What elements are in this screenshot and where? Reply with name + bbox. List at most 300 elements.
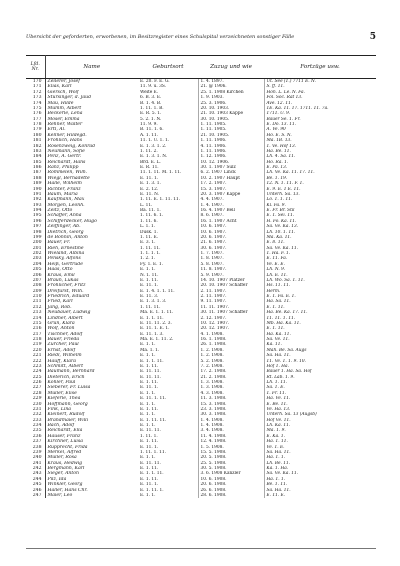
row-name: Mumm, Albert <box>47 105 82 111</box>
row-birthplace: 6. B. 3. E. <box>138 95 198 100</box>
row-name: Neumann, Sofie <box>47 148 85 154</box>
row-move-in: 1. 7. 1907. <box>198 251 264 256</box>
row-move-in: 1. 11. 1905. <box>198 127 264 132</box>
row-birthplace: E. 3. 1. <box>138 240 198 245</box>
row-move-in: 21. 10. 1903 Kappe <box>198 111 264 116</box>
row-number: 215 <box>26 321 45 326</box>
row-number: 211 <box>26 299 45 304</box>
row-departures: Ho. E. S. N. <box>266 132 292 138</box>
row-departures: Ha. Be. 11. <box>266 148 291 154</box>
row-name: Jang, Rob. <box>47 304 72 310</box>
row-departures: Hs. 11. 11. <box>266 283 291 289</box>
row-birthplace: E. 1. 1. <box>138 353 198 358</box>
row-number: 221 <box>26 353 45 358</box>
row-move-in: 30. 10. 1905. <box>198 117 264 122</box>
row-move-in: 1. 9. 1903. <box>198 95 264 100</box>
row-departures: 1711. U. 9. <box>266 111 291 117</box>
row-birthplace: E. 11. 11. 2. 3. <box>138 321 198 326</box>
row-name: Kaufmann, Max <box>47 197 85 203</box>
row-number: 219 <box>26 342 45 347</box>
row-birthplace: E. 1. 11. <box>138 439 198 444</box>
row-departures: Fol. Soc. Rat 13. <box>266 95 303 101</box>
row-move-in: 1. 4. 1908. <box>198 418 264 423</box>
row-move-in: 2. 11. 1907. <box>198 294 264 299</box>
row-move-in: 2. 11. 1907. <box>198 289 264 294</box>
row-number: 214 <box>26 316 45 321</box>
row-departures: Ve. 1. E. <box>266 444 285 450</box>
row-birthplace: E. 11. 11. <box>138 428 198 433</box>
row-name: Ertl, Al. <box>47 127 66 133</box>
row-departures: Sa. Ve. Ka. 13. <box>266 224 299 230</box>
row-number: 239 <box>26 450 45 455</box>
row-departures: 1. Fr. 11. <box>266 390 287 396</box>
row-name: Maier, Leo <box>47 492 73 498</box>
row-departures: Hon. L. Le. N. Fa. <box>266 89 305 95</box>
row-departures: Ka. 1. Ha. <box>266 466 289 471</box>
row-birthplace: B. 11. 1. 6. <box>138 127 198 132</box>
row-birthplace: E. 1. 11. <box>138 278 198 283</box>
row-number: 199 <box>26 235 45 240</box>
row-departures: E. 1. 11. <box>266 326 285 332</box>
row-birthplace: E. 20. F. E. G. <box>138 79 198 85</box>
row-departures: Be. 1. 11. <box>266 482 288 488</box>
row-move-in: 9. 11. 1907. <box>198 299 264 304</box>
row-move-in: 3. 4. 1908. <box>198 428 264 433</box>
row-number: 227 <box>26 385 45 390</box>
row-move-in: 30. 3. 1908. <box>198 412 264 417</box>
row-departures: E. Do. 13. 11. <box>266 122 297 127</box>
row-birthplace: 1. 11. 1. 11. <box>138 450 198 455</box>
row-departures: Lh. 4. Sa. 11. <box>266 154 296 160</box>
row-name: Winkler, Georg <box>47 482 83 488</box>
row-move-in: 1. 12. 1906. <box>198 154 264 159</box>
table-body <box>26 79 376 499</box>
row-move-in: 30. 6. 1907. <box>198 246 264 251</box>
row-move-in: 6. 2. 1907 Linck <box>198 170 264 175</box>
row-name: Hauser, Franz <box>47 433 81 439</box>
row-number: 216 <box>26 326 45 331</box>
row-departures: Ha. Ve. 11. <box>266 396 291 402</box>
row-birthplace: E. 11. 1. 3. <box>138 332 198 337</box>
row-number: 246 <box>26 488 45 493</box>
row-name: Moser, Emma <box>47 116 80 122</box>
row-birthplace: E. 11. 1. 11. <box>138 396 198 401</box>
row-birthplace: E. 11. 3. <box>138 294 198 299</box>
col-header-departures: Fortzüge usw. <box>264 56 376 79</box>
row-move-in: 11. 3. 1908. <box>198 396 264 401</box>
row-birthplace: N. 1. 11. <box>138 273 198 278</box>
row-number: 244 <box>26 477 45 482</box>
row-birthplace: E. 1. 1. <box>138 342 198 347</box>
row-departures: Lh. Ka. 11. <box>266 423 291 428</box>
row-name: Wiegl, Bernadette <box>47 175 90 181</box>
row-name: Mau, Hilde <box>47 100 74 106</box>
row-number: 222 <box>26 359 45 364</box>
row-birthplace: E. 1. 11. <box>138 364 198 369</box>
row-name: Baumann, Bernhard <box>47 369 95 375</box>
row-number: 226 <box>26 380 45 385</box>
row-name: Hauff, Klara <box>47 358 76 364</box>
row-move-in: 4. 1. 1908. <box>198 332 264 337</box>
row-birthplace: E. 1. 1. <box>138 412 198 417</box>
row-number: 223 <box>26 364 45 369</box>
row-birthplace: Fy. 1. E. 1. <box>138 262 198 267</box>
row-number: 207 <box>26 278 45 283</box>
row-move-in: 21. 2. 1908. <box>198 375 264 380</box>
row-move-in: 1. 3. 1908. <box>198 385 264 390</box>
row-birthplace: E. 11. 11. <box>138 461 198 466</box>
row-name: Beckerle, Lena <box>47 111 83 117</box>
row-birthplace: E. 1. 1. 11. <box>138 359 198 364</box>
row-number: 204 <box>26 262 45 267</box>
row-birthplace: 11. 1. 11. M. 1. 11. <box>138 170 198 175</box>
row-move-in: 21. 6. 1907. <box>198 240 264 245</box>
row-move-in: 10. 12. 1906. <box>198 160 264 165</box>
row-name: Brandmaier, Willi <box>47 417 89 423</box>
row-number: 202 <box>26 251 45 256</box>
row-move-in: 28. 6. 1908. <box>198 493 264 498</box>
row-birthplace: L. 1. 1. <box>138 224 198 229</box>
row-number: 183 <box>26 149 45 154</box>
row-departures: Lh. Wo. Sa. 1. 11. <box>266 277 305 283</box>
row-move-in: 12. 4. 1908. <box>198 439 264 444</box>
row-departures: Ha. 1. 11. <box>266 439 288 445</box>
row-name: Dietrich, Georg <box>47 229 84 235</box>
row-number: 197 <box>26 224 45 229</box>
row-number: 190 <box>26 187 45 192</box>
row-move-in: 5. 9. 1907. <box>198 273 264 278</box>
row-move-in: 25. 3. 1906. <box>198 101 264 106</box>
row-name: Bauer, Frieda <box>47 337 80 342</box>
row-birthplace: E. 1. 1. <box>138 391 198 396</box>
row-number: 196 <box>26 219 45 224</box>
row-name: Friedrich, Eduard <box>47 294 90 299</box>
row-number: 232 <box>26 412 45 417</box>
row-number: 210 <box>26 294 45 299</box>
row-number: 172 <box>26 90 45 95</box>
row-name: Hoffmann, Georg <box>47 401 88 407</box>
row-move-in: 16. 1. 1907 Acht <box>198 219 264 224</box>
row-number: 175 <box>26 106 45 111</box>
row-move-in: 10. 6. 1908. <box>198 477 264 482</box>
row-number: 235 <box>26 428 45 433</box>
row-departures: E. Ka. 1. <box>266 433 285 439</box>
page-header <box>26 34 376 44</box>
row-departures: Be. 1. 19. <box>266 175 288 181</box>
row-number: 228 <box>26 391 45 396</box>
row-number: 220 <box>26 348 45 353</box>
row-name: Pensky, Alfons <box>47 256 81 262</box>
row-name: Kieferle, Thea <box>47 396 81 402</box>
row-move-in: 20. 3. 1907 Kappe <box>198 192 264 197</box>
row-birthplace: E. 11. 1. E. 1. <box>138 326 198 331</box>
row-birthplace: Ma. E. 1. 1. 11. <box>138 310 198 315</box>
row-number: 191 <box>26 192 45 197</box>
row-name: Kraus, Hedwig <box>47 460 83 466</box>
row-birthplace: B. 1. 4. B. <box>138 101 198 106</box>
row-name: Heiß, Gertrude <box>47 261 83 267</box>
row-birthplace: E. 11. N. <box>138 192 198 197</box>
row-departures: Ha. Sa. 11. <box>266 299 291 305</box>
register-table <box>26 55 376 498</box>
row-number: 247 <box>26 493 45 498</box>
row-move-in: 23. 3. 1908. <box>198 407 264 412</box>
row-move-in: 16. 4. 1907 Bell <box>198 208 264 213</box>
row-departures: Ha. Ka. 11. <box>266 331 291 337</box>
row-birthplace: Ba. 11. 1. <box>138 208 198 213</box>
row-number: 177 <box>26 117 45 122</box>
row-birthplace: E. 1. 1. <box>138 402 198 407</box>
row-move-in: 5. 8. 1907. <box>198 262 264 267</box>
row-move-in: 2. 12. 1907. <box>198 316 264 321</box>
table-row <box>26 493 376 498</box>
row-birthplace: E. 1. 3. 1. 2. <box>138 144 198 149</box>
row-move-in: 20. 5. 1908. <box>198 455 264 460</box>
row-birthplace: E. 1. 1. <box>138 423 198 428</box>
row-number: 208 <box>26 283 45 288</box>
row-move-in: 5. 2. 1908. <box>198 359 264 364</box>
row-move-in: 1. 11. 1906. <box>198 149 264 154</box>
row-birthplace: E. 2. 12. <box>138 187 198 192</box>
row-number: 193 <box>26 203 45 208</box>
row-move-in: 17. 2. 1908. <box>198 369 264 374</box>
row-birthplace: 11. 9. 9. <box>138 122 198 127</box>
row-name: Richter, Franz <box>47 186 81 192</box>
row-move-in: 25. 1. 1908 Kirchen <box>198 90 264 95</box>
row-departures: Lh. N. 9. <box>266 267 286 273</box>
row-departures: Sa. Ha. 11. <box>266 353 291 359</box>
row-move-in: 21. @ 1906. <box>198 84 264 89</box>
row-number: 242 <box>26 466 45 471</box>
row-departures: E. 1. 11. <box>266 304 285 310</box>
row-move-in: 20. 6. 1908. <box>198 482 264 487</box>
row-name: Penz, A. Gertr. <box>47 154 82 160</box>
row-departures: Herm. <box>266 288 281 294</box>
row-name: Ernst, Adolf <box>47 347 76 353</box>
row-number: 180 <box>26 133 45 138</box>
row-move-in: 26. 6. 1908. <box>198 488 264 493</box>
row-birthplace: E. 1. 1. 11. <box>138 316 198 321</box>
row-birthplace: E. 1. 3. 1. <box>138 181 198 186</box>
register-table-container <box>26 55 376 498</box>
row-birthplace: Düsk. 1. <box>138 230 198 235</box>
row-name: Rommelen, Wilh. <box>47 170 88 176</box>
row-departures: 1. Ha. F. 1. <box>266 251 291 256</box>
row-name: Zeitz, Otto <box>47 208 73 213</box>
row-departures: 11. Ve. 1. 1. 9. 10. <box>266 358 306 364</box>
row-name: Zeilerer, Josef <box>47 79 80 84</box>
row-move-in: 11. 11. 1907. <box>198 305 264 310</box>
row-move-in: 10. 12. 1907. <box>198 321 264 326</box>
row-number: 170 <box>26 79 45 85</box>
col-header-number: Lfd. Nr. <box>26 56 45 79</box>
row-birthplace: E. 1. 11. 11. <box>138 418 198 423</box>
row-move-in: 1. 11. 1905. <box>198 122 264 127</box>
row-name: Haas, Otto <box>47 267 73 273</box>
row-departures: Ha. Be. Ka. 17. 11. <box>266 310 308 316</box>
row-name: Kohler, Paul <box>47 380 76 385</box>
row-number: 245 <box>26 482 45 487</box>
row-number: 238 <box>26 445 45 450</box>
row-birthplace: Brd. E. L. <box>138 160 198 165</box>
row-birthplace: 1. 11. 1. <box>138 434 198 439</box>
row-number: 176 <box>26 111 45 116</box>
bottom-divider <box>26 548 376 549</box>
row-number: 181 <box>26 138 45 143</box>
row-birthplace: E. 1. 11. <box>138 466 198 471</box>
row-departures: 11. 11. 1. 11. <box>266 315 296 321</box>
row-move-in: 1. 3. 1908. <box>198 380 264 385</box>
row-departures: Ma. 1. 9. <box>266 428 286 434</box>
row-birthplace: 1. 11. 1. B. <box>138 106 198 111</box>
row-departures: Mah. Be. Sa. Augs <box>266 347 307 353</box>
row-birthplace: 1. 11. E. 1. 11. 11. <box>138 197 198 202</box>
row-number: 218 <box>26 337 45 342</box>
row-move-in: 21. 10. 1905. <box>198 133 264 138</box>
row-number: 236 <box>26 434 45 439</box>
row-number: 182 <box>26 144 45 149</box>
row-name: Rosenzweig, Konrad <box>47 143 96 149</box>
row-name: Halle, Wilhelm <box>47 181 82 187</box>
page-title: Übersicht der geforderten, erworbenen, im Besitzregister eines Schulspital verzeichneten sonstiger Fälle <box>26 34 295 40</box>
row-name: Baum, Maria <box>47 191 78 197</box>
row-name: Dieterich, Erich <box>47 374 85 380</box>
row-move-in: 3. 6. 1908 Kanzler <box>198 471 264 476</box>
row-name: Bergmann, Karl <box>47 466 85 471</box>
row-birthplace: E. 11. 11. <box>138 369 198 374</box>
row-birthplace: E. 1. 4. 1. 1. 11. <box>138 289 198 294</box>
row-name: Kirchner, Luisa <box>47 439 83 445</box>
row-birthplace: E. R. 5. 1. <box>138 111 198 116</box>
row-birthplace: E. 1. 1. 11. <box>138 471 198 476</box>
row-departures: Ha. 1. 1. <box>266 476 286 482</box>
row-number: 179 <box>26 127 45 132</box>
row-name: Fried, Karl <box>47 299 73 305</box>
table-header-row <box>26 56 376 79</box>
row-departures: Lh. 10. 1. 11. <box>266 229 296 235</box>
row-name: Riedl, Wilhelm <box>47 353 82 359</box>
row-move-in: 25. 5. 1908. <box>198 461 264 466</box>
row-name: Neubauer, Ludwig <box>47 310 91 316</box>
row-move-in: 17. 2. 1907. <box>198 181 264 186</box>
row-departures: Sa. Ha. 11. <box>266 449 291 455</box>
row-departures: Ave. 12. 11. <box>266 100 293 106</box>
row-departures: Rt. Lab. 1. 9. <box>266 374 295 380</box>
row-move-in: 4. 4. 1907. <box>198 197 264 202</box>
row-name: Sieger, Anton <box>47 471 79 477</box>
row-number: 225 <box>26 375 45 380</box>
row-departures: Hof 1. Ha. <box>266 363 289 369</box>
row-departures: Sa. Ha. 11. <box>266 487 291 493</box>
row-birthplace: A. 1. 11. <box>138 133 198 138</box>
row-number: 184 <box>26 154 45 159</box>
row-number: 200 <box>26 240 45 245</box>
row-name: Merkel, Alfred <box>47 449 82 455</box>
row-birthplace: E. 1. 11. 1. <box>138 488 198 493</box>
row-name: Sieberer, Fr. Luisa <box>47 385 91 391</box>
row-name: Stursinger, d. Jaud <box>47 95 92 101</box>
row-birthplace: E. 1. 1. <box>138 455 198 460</box>
row-name: Müller, Elise <box>47 390 77 396</box>
row-birthplace: 11. 9. u. 3S. <box>138 84 198 89</box>
row-number: 237 <box>26 439 45 444</box>
row-departures: Ha. 1. 1. <box>266 455 286 461</box>
row-number: 186 <box>26 165 45 170</box>
row-number: 173 <box>26 95 45 100</box>
row-name: Ranz, Philipp <box>47 165 79 170</box>
row-number: 229 <box>26 396 45 401</box>
row-name: Giersch, Wolf <box>47 89 79 95</box>
row-name: Zeiffinger, Ab. <box>47 224 81 230</box>
row-move-in: 15. 3. 1908. <box>198 402 264 407</box>
row-departures: 12. N. 1. 11. F. 1. <box>266 181 304 187</box>
row-move-in: 20. 10. 1903. <box>198 106 264 111</box>
row-departures: Sa. Ve. Ka. 11. <box>266 245 299 251</box>
row-move-in: 20. 12. 1907. <box>198 326 264 331</box>
row-departures: 1. Ve. Hof 13. <box>266 143 297 149</box>
row-name: Reichardt, Hans <box>47 159 86 165</box>
row-number: 174 <box>26 101 45 106</box>
row-number: 185 <box>26 160 45 165</box>
row-departures: Sa. 1. E. <box>266 385 285 391</box>
row-birthplace: E. 11. 1. <box>138 385 198 390</box>
row-number: 213 <box>26 310 45 315</box>
row-number: 206 <box>26 273 45 278</box>
row-move-in: 1. 4. 1897. <box>198 79 264 85</box>
row-name: Schifferdecker, Hugo <box>47 218 97 224</box>
row-departures: S. ff. 11. <box>266 84 285 90</box>
row-name: Rehner, Walter <box>47 122 83 127</box>
row-move-in: 16. 1. 1908. <box>198 337 264 342</box>
row-departures: Sa. Ve. Ka. 11. <box>266 471 299 477</box>
row-number: 205 <box>26 267 45 272</box>
row-birthplace: L. 11. <box>138 203 198 208</box>
row-name: Grün, Klara <box>47 320 75 326</box>
row-move-in: 10. 6. 1907. <box>198 224 264 229</box>
row-number: 198 <box>26 230 45 235</box>
row-departures: E. 11. E. <box>266 492 286 498</box>
row-move-in: 7. 2. 1908. <box>198 364 264 369</box>
row-number: 178 <box>26 122 45 127</box>
row-departures: E. 11. Fa. <box>266 256 288 262</box>
row-name: Lindner, Albert <box>47 315 83 321</box>
row-name: Morgen, Leonh. <box>47 202 85 208</box>
row-move-in: 20. 6. 1907. <box>198 235 264 240</box>
row-departures: Ma. 1B. 13. <box>266 138 292 144</box>
row-birthplace: E. 1. 11. <box>138 477 198 482</box>
row-name: Braun, Lukas <box>47 277 79 283</box>
row-departures: E. 9. E. 1 E. 11. <box>266 186 301 192</box>
row-name: Fink, Lina <box>47 406 72 412</box>
row-name: Pilz, Ida <box>47 476 67 482</box>
row-move-in: 1. 8. 1907. <box>198 256 264 261</box>
row-departures: 1E. Ka. 11. 17. 1711. 11. 7a. <box>266 105 329 111</box>
row-departures: Lh. 1. 11. <box>266 380 288 385</box>
row-move-in: 15. 5. 1908. <box>198 450 264 455</box>
row-number: 217 <box>26 332 45 337</box>
row-birthplace: 1. 11. E. <box>138 235 198 240</box>
row-departures: Unterh. Sa. 13 (Augsb) <box>266 412 317 418</box>
row-birthplace: E. 11. 11. <box>138 375 198 380</box>
row-birthplace: E. 1. 1. <box>138 267 198 272</box>
row-departures: Unterh. Sa. 13. <box>266 191 300 197</box>
row-departures: E. 8. 11. <box>266 240 285 246</box>
row-departures: Bauer 1. Ha. Sa. Hof <box>266 369 312 375</box>
row-move-in: 4. 11. 1906. <box>198 144 264 149</box>
row-departures: Ut. See (1.) 7711 E. N. <box>266 79 316 84</box>
row-move-in: 1. 11. 1906. <box>198 138 264 143</box>
row-birthplace: E. 1. 11. <box>138 407 198 412</box>
